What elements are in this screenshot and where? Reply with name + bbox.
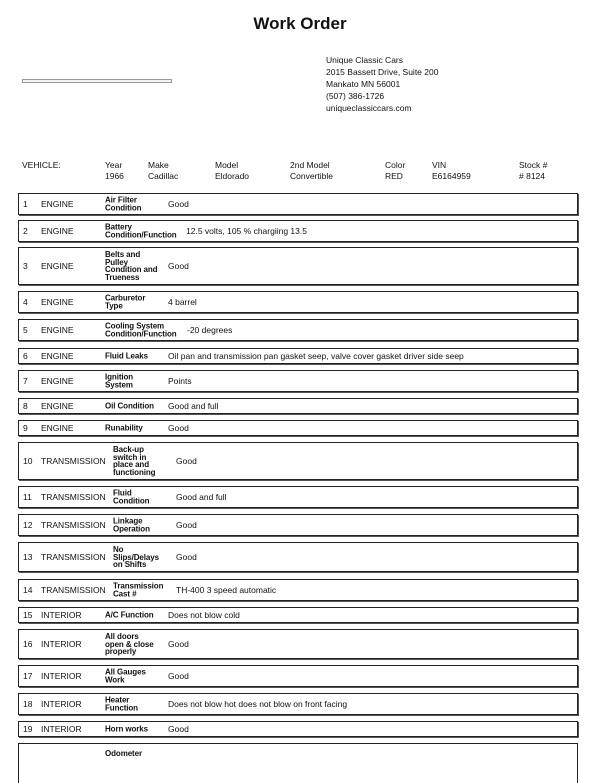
table-row [18,721,578,737]
row-value: Good [168,261,189,271]
row-value: Good [168,423,189,433]
table-row [18,629,578,659]
row-value: 12.5 volts, 105 % chargiing 13.5 [186,226,307,236]
logo-placeholder [22,79,172,83]
table-row [18,579,578,601]
row-value: Good and full [176,492,227,502]
row-item: Heater Function [105,695,138,712]
row-value: Good [168,671,189,681]
row-item: Oil Condition [105,401,154,411]
row-system: TRANSMISSION [41,456,106,466]
row-item: Back-up switch in place and functioning [113,445,156,477]
vehicle-color-header: Color [385,160,406,170]
vehicle-make-header: Make [148,160,169,170]
row-value: Good [176,520,197,530]
vehicle-year-value: 1966 [105,171,124,181]
row-value: Good [176,552,197,562]
row-system: ENGINE [41,423,74,433]
row-system: ENGINE [41,226,74,236]
table-row [18,398,578,414]
row-system: INTERIOR [41,699,82,709]
row-system: TRANSMISSION [41,492,106,502]
row-value: Good [168,724,189,734]
row-item: Odometer [105,749,142,758]
row-number: 1 [23,199,28,209]
row-item: A/C Function [105,610,154,620]
row-number: 9 [23,423,28,433]
table-row [18,220,578,242]
company-name: Unique Classic Cars [326,55,403,65]
row-number: 14 [23,585,33,595]
vehicle-model-value: Eldorado [215,171,250,181]
vehicle-year-header: Year [105,160,123,170]
vehicle-model-header: Model [215,160,239,170]
row-value: Good [176,456,197,466]
row-number: 18 [23,699,33,709]
row-item: All Gauges Work [105,667,146,684]
row-number: 7 [23,376,28,386]
row-number: 12 [23,520,33,530]
row-number: 8 [23,401,28,411]
row-system: INTERIOR [41,671,82,681]
company-address [326,54,438,114]
row-item: Battery Condition/Function [105,222,177,239]
row-system: INTERIOR [41,724,82,734]
table-row [18,693,578,715]
vehicle-model [215,160,249,182]
row-number: 4 [23,297,28,307]
vehicle-color-value: RED [385,171,403,181]
row-number: 3 [23,261,28,271]
row-number: 16 [23,639,33,649]
table-row [18,743,578,783]
table-row [18,486,578,508]
table-row [18,442,578,480]
table-row [18,542,578,572]
row-number: 15 [23,610,33,620]
row-item: Transmission Cast # [113,581,164,598]
table-row [18,348,578,364]
table-row [18,607,578,623]
row-item: All doors open & close properly [105,631,154,656]
row-value: Good [168,199,189,209]
row-item: No Slips/Delays on Shifts [113,544,159,569]
vehicle-second-model [290,160,333,182]
vehicle-color [385,160,405,182]
row-number: 17 [23,671,33,681]
document-title: Work Order [253,14,347,33]
company-website: uniqueclassiccars.com [326,103,412,113]
row-item: Air Filter Condition [105,195,142,212]
row-system: INTERIOR [41,610,82,620]
row-system: ENGINE [41,199,74,209]
vehicle-vin [432,160,471,182]
table-row [18,291,578,313]
row-value: TH-400 3 speed automatic [176,585,277,595]
vehicle-stock [519,160,547,182]
vehicle-stock-header: Stock # [519,160,548,170]
row-item: Ignition System [105,372,134,389]
row-value: -20 degrees [187,325,233,335]
vehicle-second-model-value: Convertible [290,171,333,181]
table-row [18,420,578,436]
row-system: ENGINE [41,261,74,271]
table-row [18,370,578,392]
row-value: 4 barrel [168,297,197,307]
vehicle-make [148,160,178,182]
row-system: ENGINE [41,297,74,307]
row-value: Points [168,376,192,386]
row-item: Fluid Leaks [105,351,148,361]
row-system: ENGINE [41,376,74,386]
table-row [18,319,578,341]
table-row [18,514,578,536]
row-number: 2 [23,226,28,236]
row-value: Good and full [168,401,219,411]
vehicle-make-value: Cadillac [148,171,179,181]
row-number: 11 [23,492,32,502]
row-value: Oil pan and transmission pan gasket seep, valve cover gasket driver side seep [168,351,464,361]
row-system: INTERIOR [41,639,82,649]
row-number: 13 [23,552,33,562]
vehicle-stock-value: # 8124 [519,171,545,181]
company-phone: (507) 386-1726 [326,91,385,101]
row-item: Horn works [105,724,149,734]
vehicle-label: VEHICLE: [22,160,61,170]
row-system: ENGINE [41,401,74,411]
row-item: Belts and Pulley Condition and Trueness [105,250,158,282]
row-item: Runability [105,423,143,433]
row-system: TRANSMISSION [41,520,106,530]
vehicle-year [105,160,124,182]
row-number: 19 [23,724,33,734]
table-row [18,247,578,285]
row-value: Good [168,639,189,649]
row-item: Linkage Operation [113,516,150,533]
row-value: Does not blow hot does not blow on front facing [168,699,348,709]
row-item: Carburetor Type [105,293,146,310]
company-street: 2015 Bassett Drive, Suite 200 [326,67,439,77]
vehicle-second-model-header: 2nd Model [290,160,330,170]
row-number: 5 [23,325,28,335]
row-number: 10 [23,456,33,466]
row-system: TRANSMISSION [41,552,106,562]
table-row [18,665,578,687]
row-item: Cooling System Condition/Function [105,321,177,338]
row-item: Fluid Condition [113,488,150,505]
table-row [18,193,578,215]
row-system: TRANSMISSION [41,585,106,595]
row-number: 6 [23,351,28,361]
vehicle-vin-value: E6164959 [432,171,471,181]
company-city: Mankato MN 56001 [326,79,401,89]
row-system: ENGINE [41,351,74,361]
row-system: ENGINE [41,325,74,335]
vehicle-vin-header: VIN [432,160,447,170]
row-value: Does not blow cold [168,610,240,620]
